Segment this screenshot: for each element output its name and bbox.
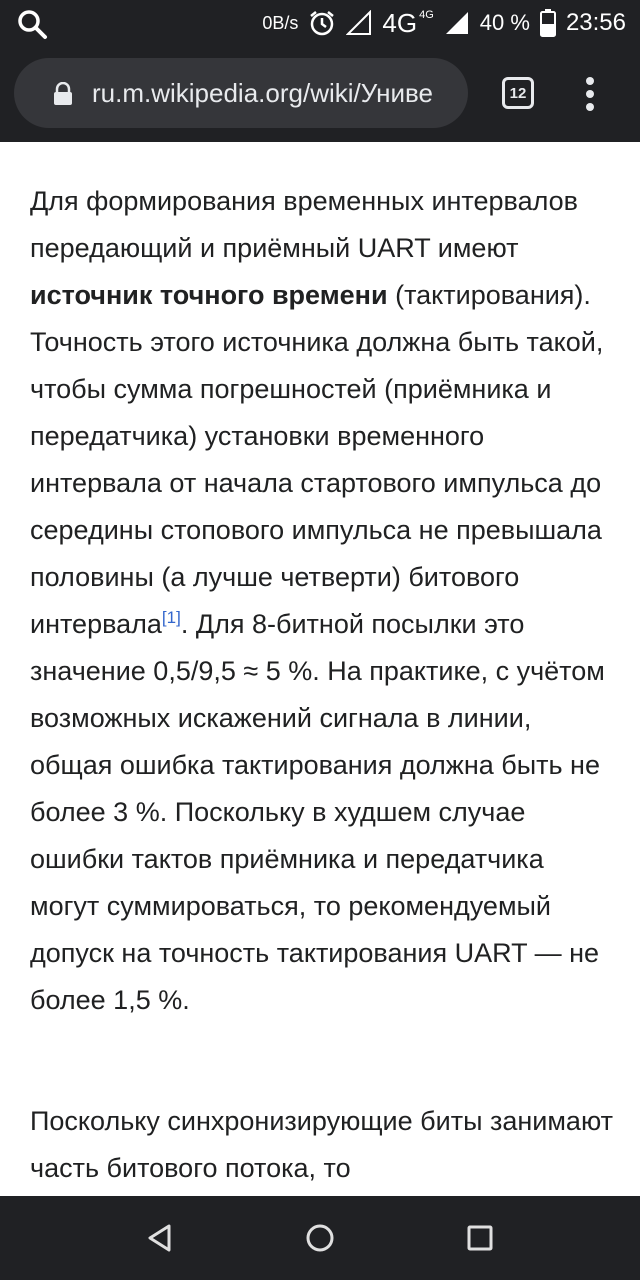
bold-term: источник точного времени	[30, 280, 388, 310]
paragraph-text: Для формирования временных интервалов передающий и приёмный UART имеют	[30, 186, 579, 263]
recents-icon[interactable]	[458, 1216, 502, 1260]
alarm-icon	[308, 9, 336, 37]
address-bar[interactable]	[14, 58, 468, 128]
network-type	[382, 8, 433, 39]
signal-icon	[444, 10, 470, 36]
overflow-menu-icon[interactable]	[582, 76, 598, 112]
url-text[interactable]: ru.m.wikipedia.org/wiki/Униве	[92, 78, 433, 108]
article-paragraph	[30, 178, 620, 1024]
network-label: 4G	[382, 7, 418, 38]
paragraph-text: (тактирования). Точность этого источника должна быть такой, чтобы сумма погрешностей (приёмника и передатчика) установки временного интервала от начала стартового импульса до середины стопового импульса не превышала половины (а лучше четверти) битового интервала	[30, 280, 604, 639]
system-nav-bar	[0, 1196, 640, 1280]
status-bar	[0, 0, 640, 46]
browser-toolbar	[0, 46, 640, 142]
tab-count: 12	[509, 84, 527, 102]
battery-percent: 40 %	[479, 10, 530, 35]
battery-icon	[540, 9, 556, 37]
reference-link[interactable]: [1]	[161, 608, 181, 627]
network-badge: 4G	[419, 9, 434, 21]
tab-switcher-icon[interactable]	[502, 77, 534, 109]
search-icon[interactable]	[16, 8, 48, 40]
clock: 23:56	[565, 9, 626, 36]
article-content	[0, 142, 640, 1196]
article-paragraph: Поскольку синхронизирующие биты занимают часть битового потока, то	[30, 1106, 613, 1183]
signal-empty-icon	[346, 10, 372, 36]
home-icon[interactable]	[298, 1216, 342, 1260]
paragraph-text: . Для 8-битной посылки это значение 0,5/9,5 ≈ 5 %. На практике, с учётом возможных искажений сигнала в линии, общая ошибка тактирования должна быть не более 3 %. Поскольку в худшем случае ошибки тактов приёмника и передатчика могут суммироваться, то рекомендуемый допуск на точность тактирования UART — не более 1,5 %.	[30, 609, 605, 1015]
lock-icon[interactable]	[52, 82, 74, 106]
net-speed: 0B/s	[262, 12, 299, 33]
status-icons	[262, 0, 626, 46]
back-icon[interactable]	[138, 1216, 182, 1260]
